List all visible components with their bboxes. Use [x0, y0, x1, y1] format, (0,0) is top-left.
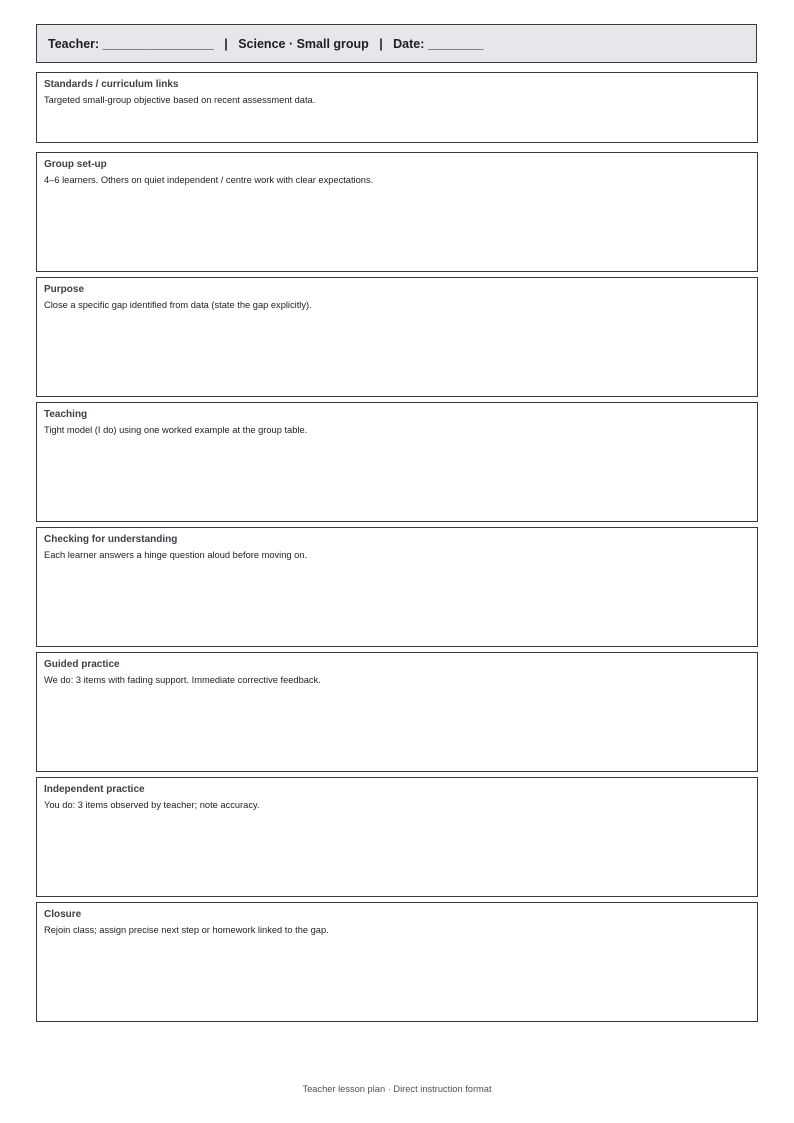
section-title: Purpose	[44, 284, 85, 295]
lesson-header	[36, 24, 757, 63]
section-body: You do: 3 items observed by teacher; note accuracy.	[44, 800, 260, 810]
section-body: We do: 3 items with fading support. Immediate corrective feedback.	[44, 675, 321, 685]
section-body: Each learner answers a hinge question aloud before moving on.	[44, 550, 308, 560]
section-purpose	[36, 277, 758, 397]
section-body: 4–6 learners. Others on quiet independent / centre work with clear expectations.	[44, 175, 374, 185]
section-standards	[36, 72, 758, 143]
page-footer: Teacher lesson plan · Direct instruction format	[302, 1084, 492, 1094]
section-group-setup	[36, 152, 758, 272]
section-body: Close a specific gap identified from data (state the gap explicitly).	[44, 300, 312, 310]
section-title: Standards / curriculum links	[44, 79, 179, 90]
section-title: Group set-up	[44, 159, 107, 170]
section-teaching	[36, 402, 758, 522]
section-guided-practice	[36, 652, 758, 772]
section-title: Guided practice	[44, 659, 120, 670]
section-closure	[36, 902, 758, 1022]
section-title: Closure	[44, 909, 82, 920]
section-body: Targeted small-group objective based on recent assessment data.	[44, 95, 316, 105]
header-text: Teacher: ________________ | Science · Small group | Date: ________	[48, 36, 484, 51]
section-independent-practice	[36, 777, 758, 897]
section-title: Teaching	[44, 409, 88, 420]
section-title: Independent practice	[44, 784, 145, 795]
section-title: Checking for understanding	[44, 534, 178, 545]
section-body: Rejoin class; assign precise next step or homework linked to the gap.	[44, 925, 329, 935]
section-body: Tight model (I do) using one worked example at the group table.	[44, 425, 308, 435]
section-checking-understanding	[36, 527, 758, 647]
